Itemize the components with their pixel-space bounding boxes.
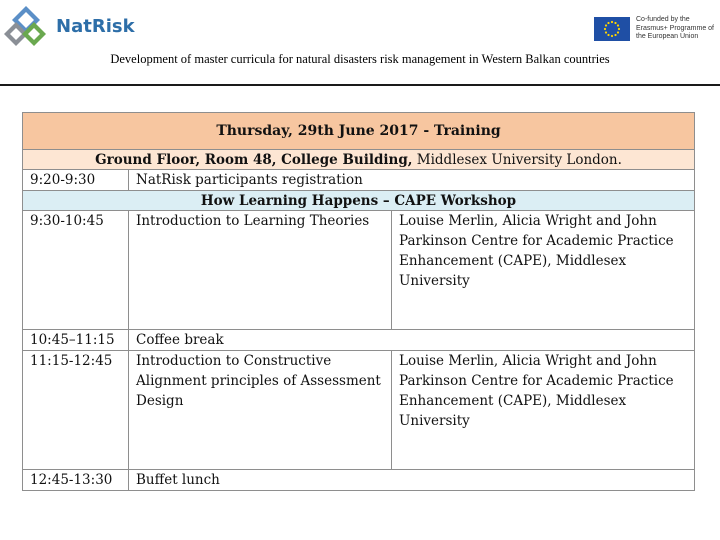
header-divider xyxy=(0,84,720,86)
workshop-row xyxy=(23,191,695,211)
table-row xyxy=(23,470,695,491)
time-cell: 10:45–11:15 xyxy=(23,330,129,351)
activity-cell: NatRisk participants registration xyxy=(129,170,695,191)
program-title-row xyxy=(23,113,695,150)
venue-rest: Middlesex University London. xyxy=(412,151,622,168)
activity-cell: Buffet lunch xyxy=(129,470,695,491)
venue-row xyxy=(23,150,695,170)
natrisk-logo xyxy=(4,4,154,50)
workshop-title: How Learning Happens – CAPE Workshop xyxy=(23,191,695,211)
eu-funding-badge xyxy=(594,17,718,41)
table-row xyxy=(23,170,695,191)
page-header xyxy=(0,0,720,86)
program-title: Thursday, 29th June 2017 - Training xyxy=(23,113,695,150)
time-cell: 12:45-13:30 xyxy=(23,470,129,491)
table-row xyxy=(23,211,695,330)
presenter-cell: Louise Merlin, Alicia Wright and John Parkinson Centre for Academic Practice Enhancement (CAPE), Middlesex University xyxy=(392,351,695,470)
table-row xyxy=(23,330,695,351)
table-row xyxy=(23,351,695,470)
venue-cell xyxy=(23,150,695,170)
logo-text: NatRisk xyxy=(56,16,135,37)
activity-cell: Coffee break xyxy=(129,330,695,351)
activity-cell: Introduction to Learning Theories xyxy=(129,211,392,330)
eu-funding-text: Co-funded by the Erasmus+ Programme of the European Union xyxy=(636,16,714,40)
eu-flag-icon xyxy=(594,17,630,41)
presenter-cell: Louise Merlin, Alicia Wright and John Parkinson Centre for Academic Practice Enhancement (CAPE), Middlesex University xyxy=(392,211,695,330)
activity-cell: Introduction to Constructive Alignment principles of Assessment Design xyxy=(129,351,392,470)
time-cell: 11:15-12:45 xyxy=(23,351,129,470)
time-cell: 9:30-10:45 xyxy=(23,211,129,330)
document-subtitle: Development of master curricula for natural disasters risk management in Western Balkan countries xyxy=(110,52,610,66)
time-cell: 9:20-9:30 xyxy=(23,170,129,191)
venue-bold: Ground Floor, Room 48, College Building, xyxy=(95,151,413,168)
natrisk-diamond-icon xyxy=(4,4,54,50)
training-program-table xyxy=(22,112,695,491)
